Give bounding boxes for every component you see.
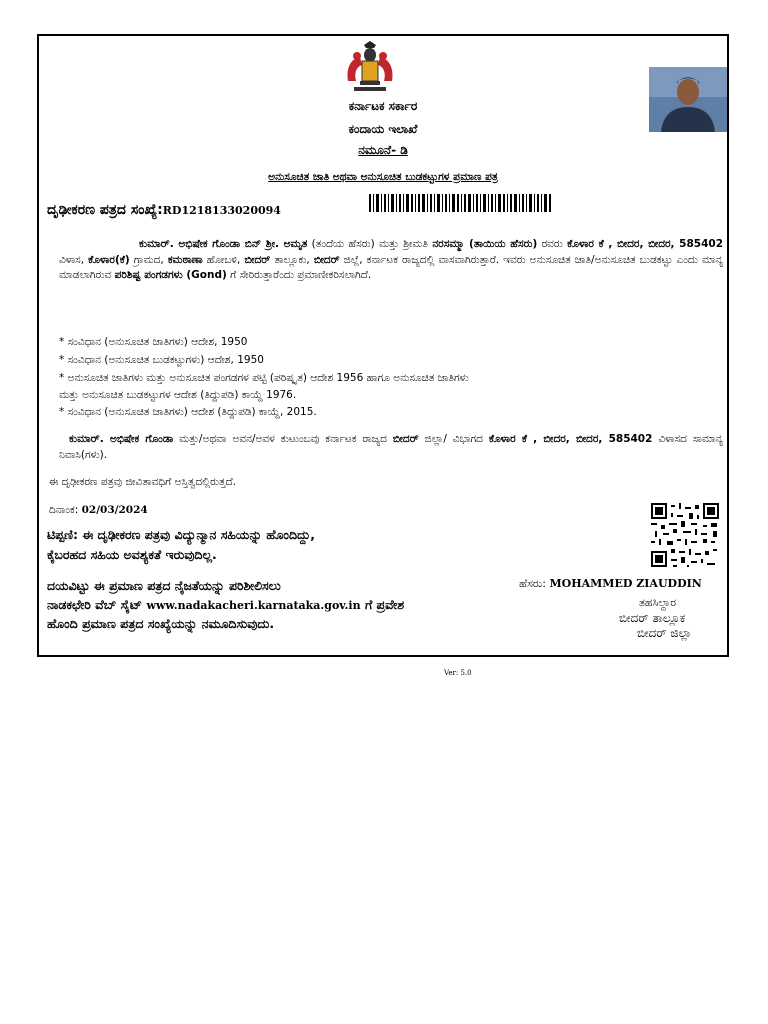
certification-end: ಸೇರಿರುತ್ತಾರೆಂದು ಪ್ರಮಾಣೀಕರಿಸಲಾಗಿದೆ. — [239, 269, 372, 281]
order-item: * ಸಂವಿಧಾನ (ಅನುಸೂಚಿತ ಜಾತಿಗಳು) ಆದೇಶ, 1950 — [59, 336, 248, 348]
certificate-frame — [37, 34, 729, 657]
signatory-taluk: ಬೀದರ್ ತಾಲ್ಲೂಕ — [619, 611, 686, 625]
district: ಬೀದರ್ — [313, 253, 340, 266]
applicant-name: ಕುಮಾರ್. ಅಭಿಷೇಕ ಗೊಂಡಾ ಬಿನ್ ಶ್ರೀ. ಅಮೃತ — [139, 238, 308, 250]
verify-website-label: ನಾಡಕಛೇರಿ ವೆಬ್ ಸೈಟ್ — [47, 597, 143, 612]
verify-url-link[interactable]: www.nadakacheri.karnataka.gov.in — [146, 599, 361, 612]
date-label: ದಿನಾಂಕ: — [49, 504, 79, 516]
certification-paragraph — [59, 237, 723, 284]
recognised-text: ಅನುಸೂಚಿತ ಜಾತಿ/ಅನುಸೂಚಿತ ಬುಡಕಟ್ಟು ಎಂದು ಮಾನ್ಯ ಮಾಡಲಾಗಿರುವ — [59, 253, 724, 281]
verify-line-3: ಹೊಂದಿ ಪ್ರಮಾಣ ಪತ್ರದ ಸಂಖ್ಯೆಯನ್ನು ನಮೂದಿಸುವುದು. — [47, 616, 275, 631]
father-name-tag: (ತಂದೆಯ ಹೆಸರು) — [311, 238, 375, 250]
department-title: ಕಂದಾಯ ಇಲಾಖೆ — [348, 122, 418, 136]
of-text: ರವರು — [541, 238, 563, 250]
verify-line-1: ದಯವಿಟ್ಟು ಈ ಪ್ರಮಾಣ ಪತ್ರದ ನೈಜತೆಯನ್ನು ಪರಿಶೀಲಿಸಲು — [47, 578, 281, 593]
qr-code-icon — [651, 503, 719, 567]
certificate-subtitle: ಅನುಸೂಚಿತ ಜಾತಿ ಅಥವಾ ಅನುಸೂಚಿತ ಬುಡಕಟ್ಟುಗಳ ಪ್ರಮಾಣ ಪತ್ರ — [268, 171, 498, 183]
certificate-number: RD1218133020094 — [162, 204, 281, 217]
mother-name: ನರಸಮ್ಮಾ (ತಾಯಿಯ ಹೆಸರು) — [432, 238, 538, 250]
residence-address: ಕೊಳಾರ ಕೆ , ಬೀದರ, ಬೀದರ, 585402 — [488, 433, 653, 445]
hobli-tag: ಹೋಬಳಿ, — [206, 253, 241, 266]
residence-district: ಬೀದರ್ — [392, 433, 419, 445]
order-item: * ಸಂವಿಧಾನ (ಅನುಸೂಚಿತ ಬುಡಕಟ್ಟುಗಳು) ಆದೇಶ, 1950 — [59, 354, 264, 366]
barcode-icon — [369, 194, 554, 218]
date-value: 02/03/2024 — [81, 504, 148, 516]
village-tag: ಗ್ರಾಮದ, — [133, 253, 164, 266]
govt-title: ಕರ್ನಾಟಕ ಸರ್ಕಾರ — [348, 99, 418, 113]
certificate-number-label: ದೃಢೀಕರಣ ಪತ್ರದ ಸಂಖ್ಯೆ: — [47, 202, 163, 218]
signatory-name-label: ಹೆಸರು: — [519, 577, 546, 590]
residence-district-tag: ಜಿಲ್ಲಾ/ — [424, 433, 447, 445]
date-row — [49, 504, 148, 517]
address: ಕೊಳಾರ ಕೆ , ಬೀದರ, ಬೀದರ, 585402 — [567, 238, 724, 250]
residence-end: ವಿಳಾಸದ ಸಾಮಾನ್ಯ ನಿವಾಸಿ(ಗಳು). — [59, 433, 723, 461]
village: ಕೊಳಾರ(ಕೆ) — [88, 253, 130, 266]
hobli: ಕಮಠಾಣಾ — [167, 253, 203, 266]
district-tag: ಜಿಲ್ಲೆ, ಕರ್ನಾಟಕ ರಾಜ್ಯದಲ್ಲಿ ವಾಸವಾಗಿರುತ್ತಾರೆ. ಇವರು — [343, 253, 526, 266]
certificate-number-row — [47, 202, 281, 218]
order-item: ಮತ್ತು ಅನುಸೂಚಿತ ಬುಡಕಟ್ಟುಗಳ ಆದೇಶ (ತಿದ್ದುಪಡಿ) ಕಾಯ್ದೆ 1976. — [59, 389, 297, 401]
karnataka-emblem-icon — [340, 41, 400, 93]
taluk: ಬೀದರ್ — [244, 253, 271, 266]
taluk-tag: ತಾಲ್ಲೂಕು, — [274, 253, 310, 266]
and-text: ಮತ್ತು ಶ್ರೀಮತಿ — [379, 238, 428, 250]
version-label: Ver: 5.0 — [444, 669, 472, 677]
signatory-district: ಬೀದರ್ ಜಿಲ್ಲಾ — [637, 626, 692, 640]
note-line-2: ಕೈಬರಹದ ಸಹಿಯ ಅವಶ್ಯಕತೆ ಇರುವುದಿಲ್ಲ. — [47, 547, 217, 562]
form-title: ನಮೂನೆ- ಡಿ — [358, 143, 408, 157]
tribe-name: ಪರಿಶಿಷ್ಟ ಪಂಗಡಗಳು (Gond) — [114, 269, 227, 281]
applicant-photo — [649, 67, 727, 132]
residence-division-tag: ವಿಭಾಗದ — [452, 433, 483, 445]
residence-paragraph — [59, 432, 723, 463]
tribe-tag: ಗೆ — [230, 269, 237, 281]
verify-line-2 — [47, 596, 404, 615]
residence-applicant-name: ಕುಮಾರ್. ಅಭಿಷೇಕ ಗೊಂಡಾ — [69, 433, 174, 445]
order-item: * ಅನುಸೂಚಿತ ಜಾತಿಗಳು ಮತ್ತು ಅನುಸೂಚಿತ ಪಂಗಡಗಳ ಪಟ್ಟಿ (ಪರಿಷ್ಕೃತ) ಆದೇಶ 1956 ಹಾಗೂ ಅನುಸೂಚಿತ ಜಾತಿಗಳು — [59, 372, 469, 384]
signatory-name: MOHAMMED ZIAUDDIN — [549, 577, 702, 590]
note-line-1: ಟಿಪ್ಪಣಿ: ಈ ದೃಢೀಕರಣ ಪತ್ರವು ವಿದ್ಯುನ್ಮಾನ ಸಹಿಯನ್ನು ಹೊಂದಿದ್ದು, — [47, 527, 315, 542]
signatory-name-row — [519, 577, 702, 591]
verify-access-text: ಗೆ ಪ್ರವೇಶ — [364, 597, 405, 612]
signatory-designation: ತಹಸಿಲ್ದಾರ — [639, 596, 677, 609]
order-item: * ಸಂವಿಧಾನ (ಅನುಸೂಚಿತ ಜಾತಿಗಳು) ಆದೇಶ (ತಿದ್ದುಪಡಿ) ಕಾಯ್ದೆ, 2015. — [59, 406, 317, 418]
validity-text: ಈ ದೃಢೀಕರಣ ಪತ್ರವು ಜೀವಿತಾವಧಿಗೆ ಅಸ್ತಿತ್ವದಲ್ಲಿರುತ್ತದೆ. — [49, 476, 236, 488]
address-tag: ವಿಳಾಸ, — [59, 253, 85, 266]
residence-mid: ಮತ್ತು/ಅಥವಾ ಅವನ/ಅವಳ ಕುಟುಂಬವು ಕರ್ನಾಟಕ ರಾಜ್ಯದ — [179, 433, 387, 445]
